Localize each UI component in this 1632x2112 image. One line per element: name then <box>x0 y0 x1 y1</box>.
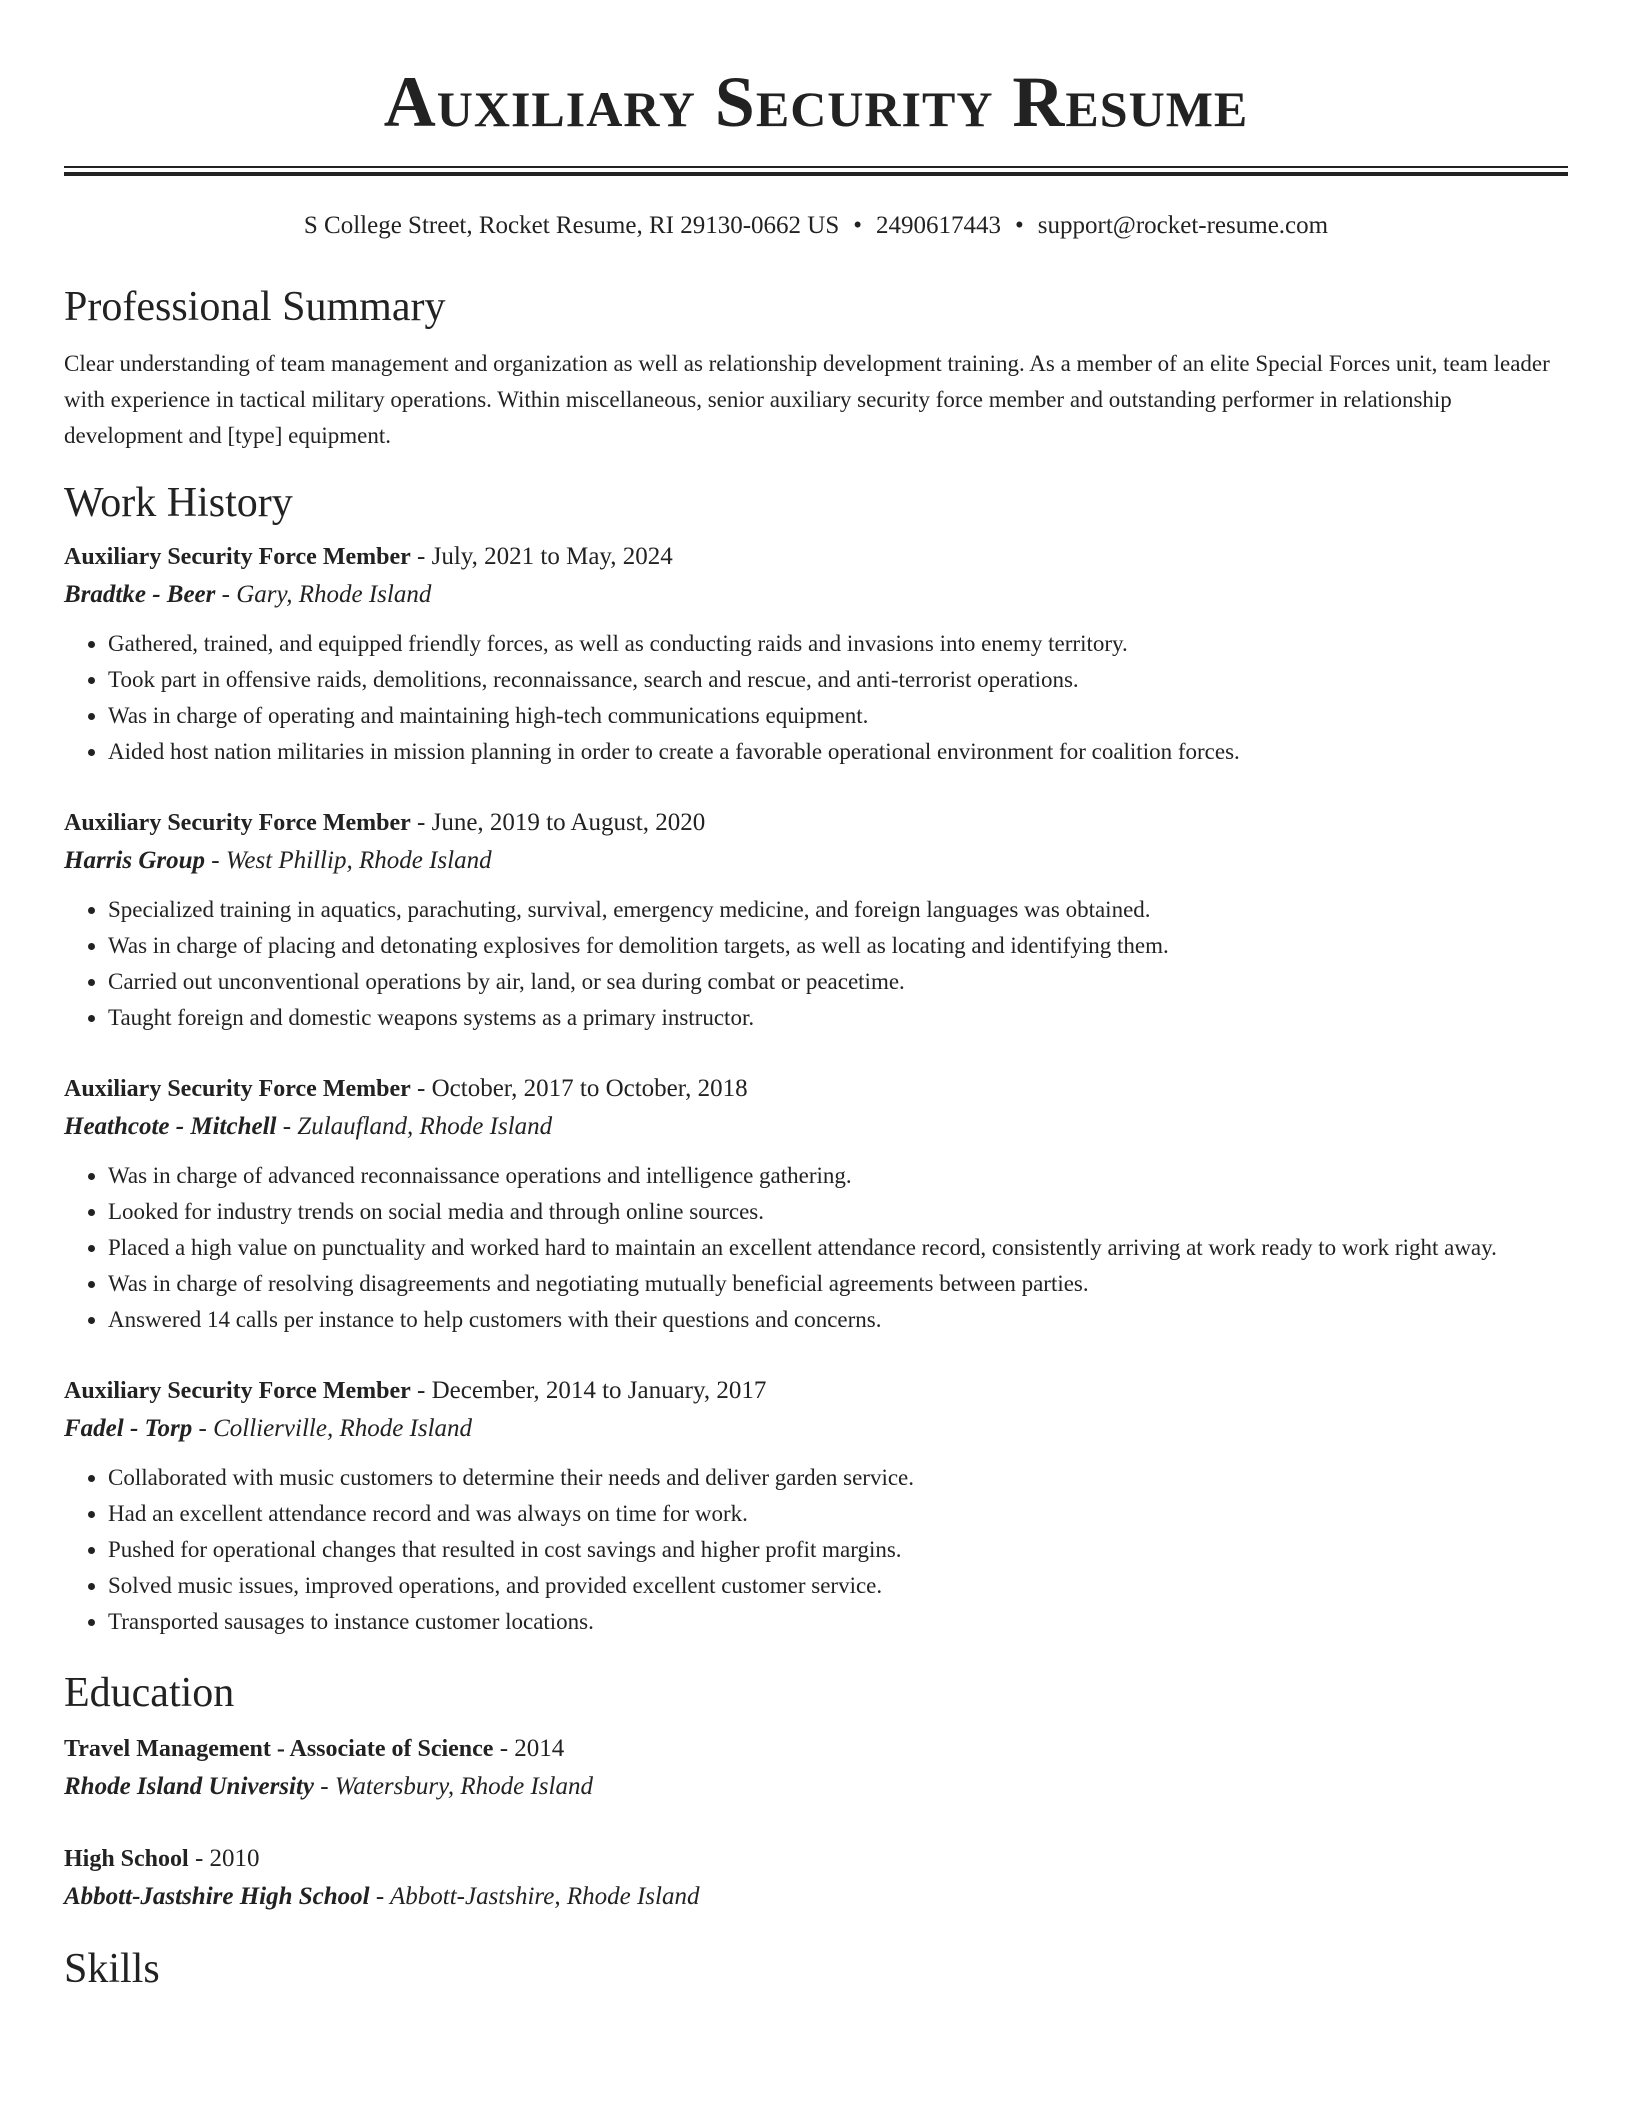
job-duty: • Carried out unconventional operations by air, land, or sea during combat or peacetime. <box>108 964 1568 1000</box>
job-location: - West Phillip, Rhode Island <box>205 847 492 874</box>
job-duty: • Was in charge of placing and detonating explosives for demolition targets, as well as locating and identifying them. <box>108 928 1568 964</box>
job-entry <box>64 1372 1568 1640</box>
job-duty: • Gathered, trained, and equipped friendly forces, as well as conducting raids and invasions into enemy territory. <box>108 626 1568 662</box>
education-school: Rhode Island University <box>64 1773 315 1800</box>
summary-text: Clear understanding of team management and organization as well as relationship development training. As a member of an elite Special Forces unit, team leader with experience in tactical military operations. Within miscellaneous, senior auxiliary security force member and outstanding performer in relationship development and [type] equipment. <box>64 351 1550 448</box>
job-org-line <box>64 1108 1568 1146</box>
education-entry <box>64 1840 1568 1916</box>
education-school-line <box>64 1878 1568 1916</box>
job-employer: Fadel - Torp <box>64 1415 193 1442</box>
job-duties-list <box>64 892 1568 1036</box>
job-role-line <box>64 1372 1568 1410</box>
job-location: - Collierville, Rhode Island <box>192 1415 473 1442</box>
job-duty: • Had an excellent attendance record and was always on time for work. <box>108 1496 1568 1532</box>
job-duties-list <box>64 1158 1568 1338</box>
job-org-line <box>64 1410 1568 1448</box>
job-entry <box>64 804 1568 1036</box>
education-location: - Abbott-Jastshire, Rhode Island <box>369 1883 700 1910</box>
education-degree-line <box>64 1730 1568 1768</box>
job-duty: • Took part in offensive raids, demolitions, reconnaissance, search and rescue, and anti-terrorist operations. <box>108 662 1568 698</box>
contact-phone: 2490617443 <box>876 212 1002 239</box>
education-location: - Watersbury, Rhode Island <box>314 1773 593 1800</box>
work-history-heading: Work History <box>64 480 293 526</box>
job-role-line <box>64 538 1568 576</box>
job-duties-list <box>64 1460 1568 1640</box>
education-degree: High School <box>64 1846 189 1872</box>
education-degree: Travel Management - Associate of Science <box>64 1736 494 1762</box>
resume-page <box>64 0 1568 1994</box>
job-duties-list <box>64 626 1568 770</box>
job-role: Auxiliary Security Force Member <box>64 1378 411 1404</box>
job-dates: - October, 2017 to October, 2018 <box>410 1075 748 1102</box>
job-duty: • Answered 14 calls per instance to help customers with their questions and concerns. <box>108 1302 1568 1338</box>
contact-email: support@rocket-resume.com <box>1037 212 1329 239</box>
job-employer: Heathcote - Mitchell <box>64 1113 277 1140</box>
education-degree-line <box>64 1840 1568 1878</box>
job-entry <box>64 538 1568 770</box>
resume-title: Auxiliary Security Resume <box>383 62 1249 142</box>
education-year: - 2014 <box>493 1735 565 1762</box>
job-duty: • Was in charge of resolving disagreements and negotiating mutually beneficial agreements between parties. <box>108 1266 1568 1302</box>
education-entry <box>64 1730 1568 1806</box>
job-role: Auxiliary Security Force Member <box>64 544 411 570</box>
job-location: - Zulaufland, Rhode Island <box>276 1113 553 1140</box>
job-duty: • Was in charge of operating and maintaining high-tech communications equipment. <box>108 698 1568 734</box>
title-divider <box>64 166 1568 176</box>
job-duty: • Looked for industry trends on social media and through online sources. <box>108 1194 1568 1230</box>
job-role-line <box>64 804 1568 842</box>
job-duty: • Placed a high value on punctuality and worked hard to maintain an excellent attendance record, consistently arriving at work ready to work right away. <box>108 1230 1568 1266</box>
contact-address: S College Street, Rocket Resume, RI 29130-0662 US <box>303 212 840 239</box>
job-duty: • Solved music issues, improved operations, and provided excellent customer service. <box>108 1568 1568 1604</box>
job-dates: - June, 2019 to August, 2020 <box>410 809 706 836</box>
job-duty: • Collaborated with music customers to determine their needs and deliver garden service. <box>108 1460 1568 1496</box>
job-duty: • Transported sausages to instance customer locations. <box>108 1604 1568 1640</box>
job-duty: • Pushed for operational changes that resulted in cost savings and higher profit margins. <box>108 1532 1568 1568</box>
job-org-line <box>64 842 1568 880</box>
job-employer: Harris Group <box>64 847 206 874</box>
job-role-line <box>64 1070 1568 1108</box>
job-org-line <box>64 576 1568 614</box>
job-duty: • Was in charge of advanced reconnaissance operations and intelligence gathering. <box>108 1158 1568 1194</box>
job-dates: - December, 2014 to January, 2017 <box>410 1377 767 1404</box>
job-dates: - July, 2021 to May, 2024 <box>410 543 673 570</box>
job-duty: • Specialized training in aquatics, parachuting, survival, emergency medicine, and foreign languages was obtained. <box>108 892 1568 928</box>
job-location: - Gary, Rhode Island <box>215 581 432 608</box>
contact-separator: • <box>853 212 863 239</box>
job-role: Auxiliary Security Force Member <box>64 810 411 836</box>
education-year: - 2010 <box>188 1845 260 1872</box>
job-entry <box>64 1070 1568 1338</box>
job-employer: Bradtke - Beer <box>64 581 216 608</box>
education-heading: Education <box>64 1670 235 1716</box>
education-school: Abbott-Jastshire High School <box>64 1883 370 1910</box>
contact-line <box>64 210 1568 242</box>
contact-separator: • <box>1015 212 1024 239</box>
job-duty: • Taught foreign and domestic weapons systems as a primary instructor. <box>108 1000 1568 1036</box>
summary-heading: Professional Summary <box>64 284 446 330</box>
job-role: Auxiliary Security Force Member <box>64 1076 411 1102</box>
skills-heading: Skills <box>64 1946 160 1992</box>
job-duty: • Aided host nation militaries in mission planning in order to create a favorable operational environment for coalition forces. <box>108 734 1568 770</box>
education-school-line <box>64 1768 1568 1806</box>
